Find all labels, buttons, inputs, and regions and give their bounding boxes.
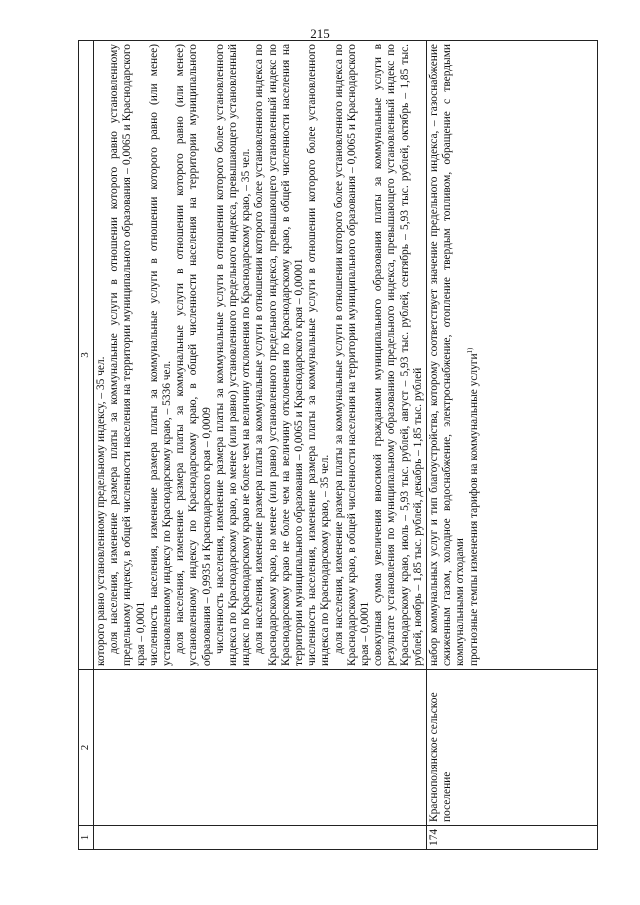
paragraph-8: доля населения, изменение размера платы за коммунальные услуги в отношении которого более установленного индекса по Краснодарскому краю, в общей численности населения на территории муниципального образования – 0,0065 и Краснодарского края – 0,0001 (332, 44, 372, 666)
continued-row (94, 41, 427, 850)
continued-number-cell (94, 826, 427, 850)
indices-table (78, 40, 598, 850)
row-description: набор коммунальных услуг и тип благоустройства, которому соответствует значение предельного индекса, – газоснабжение сжиженным газом, холодное водоснабжение, электроснабжение, отопление твердым топливом, обращение с твердыми коммунальными отходами (428, 44, 467, 666)
row-number: 174 (427, 826, 598, 850)
page-number: 215 (310, 26, 330, 41)
table-header-row (79, 41, 94, 850)
paragraph-1: которого равно установленному предельному индексу, – 35 чел. (95, 356, 107, 666)
paragraph-4: доля населения, изменение размера платы за коммунальные услуги в отношении которого равно (или менее) установленному индексу по Краснодарскому краю, в общей численности населения на территории муниципального образования – 0,9935 и Краснодарского края – 0,0009 (174, 44, 213, 666)
paragraph-9: совокупная сумма увеличения вносимой гражданами муниципального образования платы за коммунальные услуги в результате установления по муниципальному образованию предельного индекса, превышающего установленный индекс по Краснодарскому краю, июль – 5,93 тыс. рублей, август – 5,93 тыс. рублей, сентябрь – 5,93 тыс. рублей, октябрь – 1,85 тыс. рублей, ноябрь – 1,85 тыс. рублей, декабрь – 1,85 тыс. рублей (372, 44, 424, 666)
header-col-3: 3 (79, 41, 94, 670)
rotated-table-wrapper (78, 40, 598, 850)
row-forecast (465, 44, 481, 666)
paragraph-7: численность населения, изменение размера платы за коммунальные услуги в отношении которого более установленного индекса по Краснодарскому краю, – 35 чел. (306, 44, 332, 666)
forecast-text: прогнозные темпы изменения тарифов на коммунальные услуги (467, 353, 480, 666)
footnote-mark: 1) (465, 347, 474, 354)
paragraph-3: численность населения, изменение размера платы за коммунальные услуги в отношении которого равно (или менее) установленному индексу по Краснодарскому краю, – 5336 чел. (147, 44, 174, 666)
continued-description-cell (94, 41, 427, 670)
paragraph-6: доля населения, изменение размера платы за коммунальные услуги в отношении которого более установленного индекса по Краснодарскому краю, но менее (или равно) установленного предельного индекса, превышающего установленный индекс по Краснодарскому краю не более чем на величину отклонения по Краснодарскому краю, в общей численности населения на территории муниципального образования – 0,0065 и Краснодарского края – 0,00001 (253, 44, 306, 666)
paragraph-5: численность населения, изменение размера платы за коммунальные услуги в отношении которого более установленного индекса по Краснодарскому краю, но менее (или равно) установленного предельного индекса, превышающего установленный индекс по Краснодарскому краю не более чем на величину отклонения по Краснодарскому краю, – 35 чел. (213, 44, 253, 666)
row-description-cell (427, 41, 598, 670)
table-row-174 (427, 41, 598, 850)
paragraph-2: доля населения, изменение размера платы за коммунальные услуги в отношении которого равно установленному предельному индексу, в общей численности населения на территории муниципального образования – 0,0065 и Краснодарского края – 0,0001 (108, 44, 147, 666)
header-col-1: 1 (79, 826, 94, 850)
settlement-name: Краснополянское сельское поселение (427, 670, 598, 826)
continued-settlement-cell (94, 670, 427, 826)
header-col-2: 2 (79, 670, 94, 826)
